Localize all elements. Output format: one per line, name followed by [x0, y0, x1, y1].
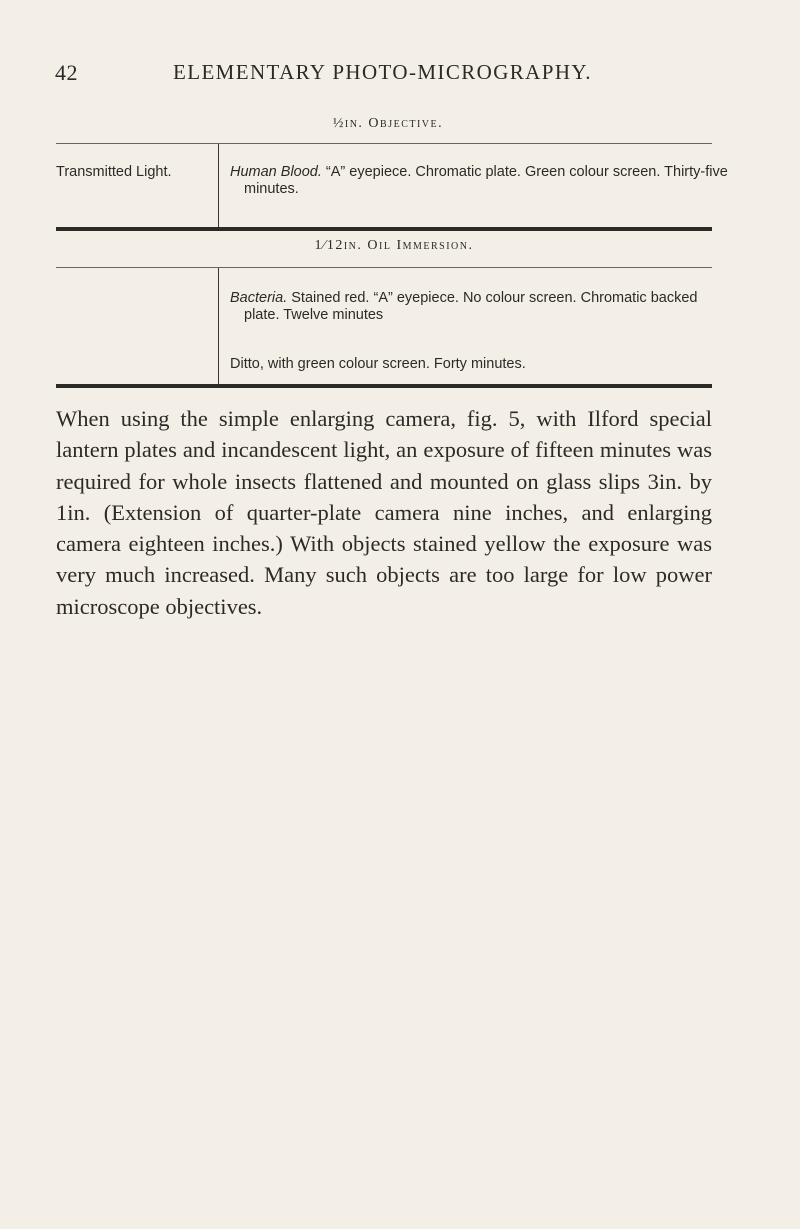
specimen-details: “A” eyepiece. Chromatic plate. Green colour screen. Thirty-five minutes. — [244, 164, 728, 197]
table-caption-half-inch-objective: ½in. Objective. — [332, 116, 444, 131]
table-cell-bacteria — [230, 290, 730, 324]
table-caption-oil-immersion: 1⁄12in. Oil Immersion. — [314, 238, 474, 253]
running-title: ELEMENTARY PHOTO-MICROGRAPHY. — [173, 60, 592, 84]
page-number: 42 — [55, 60, 78, 85]
specimen-details: Stained red. “A” eyepiece. No colour screen. Chromatic backed plate. Twelve minutes — [244, 290, 698, 323]
table-section-rule — [56, 227, 712, 231]
table-cell-illumination: Transmitted Light. — [56, 164, 172, 180]
table-cell-human-blood — [230, 164, 730, 198]
body-paragraph: When using the simple enlarging camera, fig. 5, with Ilford special lantern plates and incandescent light, an exposure of fifteen minutes was required for whole insects flattened and mounted on glass slips 3in. by 1in. (Extension of quarter-plate camera nine inches, and enlarging camera eighteen inches.) With objects stained yellow the exposure was very much increased. Many such objects are too large for low power microscope objectives. — [56, 406, 712, 619]
specimen-label: Bacteria. — [230, 290, 288, 306]
column-divider — [218, 144, 219, 227]
table-bottom-rule — [56, 384, 712, 388]
table-cell-ditto: Ditto, with green colour screen. Forty minutes. — [230, 356, 526, 372]
specimen-label: Human Blood. — [230, 164, 322, 180]
running-head — [55, 60, 745, 90]
column-divider — [218, 268, 219, 384]
table-rule — [56, 267, 712, 268]
table-top-rule — [56, 143, 712, 144]
